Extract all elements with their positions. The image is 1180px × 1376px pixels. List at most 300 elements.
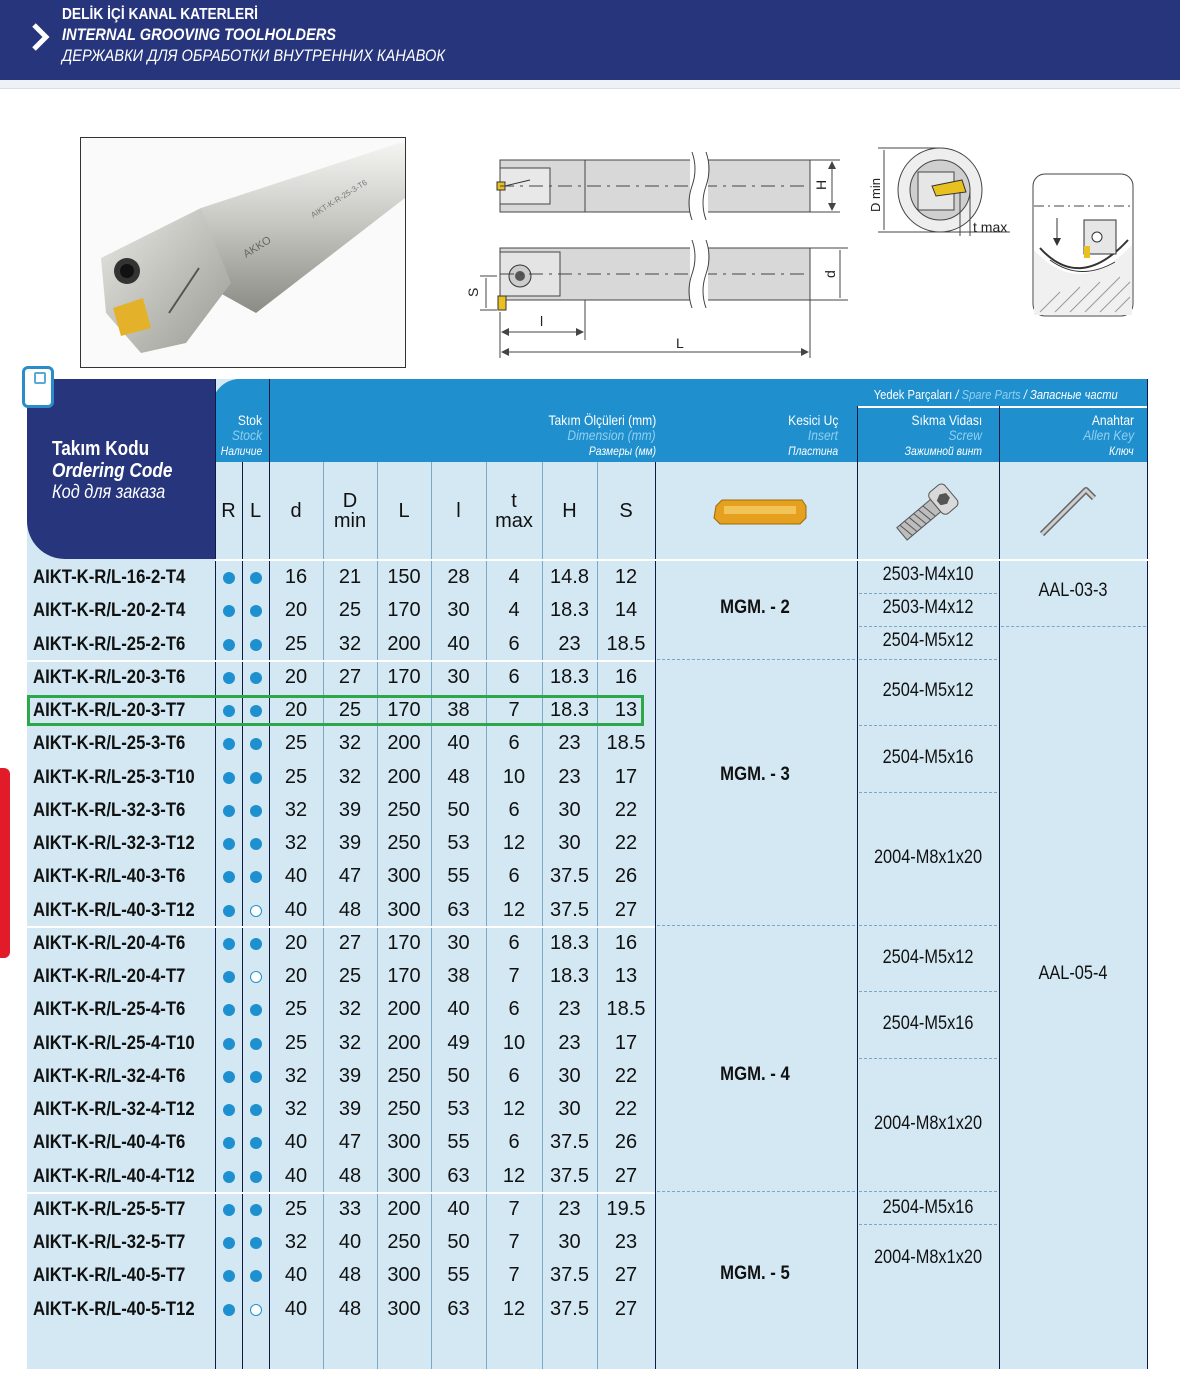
stock-r-dot [223,572,235,584]
cell-l: 38 [447,699,470,722]
ordering-code: AIKT-K-R/L-40-5-T12 [33,1298,195,1320]
cell-s: 18.5 [606,632,646,655]
technical-drawing [460,140,1160,370]
cell-l: 30 [447,599,470,622]
cell-d: 25 [284,998,308,1021]
insert-mgm-3: MGM. - 3 [720,764,790,785]
allen-key-icon [1036,476,1102,542]
cell-lv: 250 [387,1231,421,1254]
stock-r-dot [223,905,235,917]
cell-l: 53 [447,832,470,855]
cell-d: 20 [284,931,308,954]
cell-t: 6 [508,665,520,688]
ordering-code: AIKT-K-R/L-40-5-T7 [33,1265,186,1287]
key-label-ru: Ключ [1109,444,1134,458]
cell-d: 27 [338,931,362,954]
title-ru: ДЕРЖАВКИ ДЛЯ ОБРАБОТКИ ВНУТРЕННИХ КАНАВОК [62,46,446,65]
cell-lv: 250 [387,1064,421,1087]
table-row [27,1226,655,1259]
table-row [27,1293,655,1326]
cell-d: 48 [338,1164,362,1187]
key-item: AAL-05-4 [1038,963,1108,984]
stock-l-dot [250,1004,262,1016]
code-title-ru: Код для заказа [52,482,166,503]
cell-t: 6 [508,798,520,821]
cell-t: 12 [502,1098,526,1121]
stock-r-dot [223,1004,235,1016]
stock-l-dot [250,1171,262,1183]
cell-t: 7 [508,1197,520,1220]
cell-s: 13 [614,965,638,988]
stock-l-dot [250,871,262,883]
cell-l: 28 [447,566,470,588]
table-row [27,1193,655,1226]
table-row [27,794,655,827]
cell-h: 30 [558,832,581,855]
cell-d: 32 [284,1098,308,1121]
cell-h: 18.3 [550,599,589,622]
ordering-code: AIKT-K-R/L-40-4-T6 [33,1132,186,1154]
ordering-code: AIKT-K-R/L-25-4-T6 [33,999,186,1021]
cell-d: 20 [284,599,308,622]
cell-h: 37.5 [550,1131,589,1154]
cell-s: 22 [614,832,638,855]
cell-s: 12 [614,566,638,588]
cell-h: 23 [558,1197,581,1220]
stock-l-dot [250,1237,262,1249]
cell-l: 55 [447,1131,470,1154]
cell-l: 49 [447,1031,470,1054]
cell-d: 25 [284,1197,308,1220]
cell-lv: 170 [387,699,421,722]
key-item: AAL-03-3 [1038,580,1108,601]
cell-lv: 170 [387,665,421,688]
stock-l-dot [250,971,262,983]
cell-d: 48 [338,898,362,921]
cell-d: 32 [338,632,362,655]
table-row [27,960,655,993]
table-row [27,761,655,794]
cell-l: 40 [447,1197,470,1220]
table-row [27,594,655,627]
table-row [27,1093,655,1126]
stock-l-dot [250,738,262,750]
stock-l-dot [250,1104,262,1116]
screw-label-en: Screw [948,427,982,443]
title-tr: DELİK İÇİ KANAL KATERLERİ [62,6,258,23]
cell-d: 48 [338,1264,362,1287]
table-row [27,628,655,661]
cell-d: 39 [338,832,362,855]
table-row [27,1060,655,1093]
stock-l-dot [250,639,262,651]
stock-r-dot [223,1171,235,1183]
insert-mgm-4: MGM. - 4 [720,1064,790,1085]
insert-label-ru: Пластина [788,444,838,458]
table-row [27,561,655,594]
cell-lv: 170 [387,931,421,954]
cell-lv: 300 [387,1297,421,1320]
photo-engraving: AIKT-K-R-25-3-T6 [309,177,369,220]
colhead-r: R [221,499,236,522]
cell-h: 37.5 [550,898,589,921]
stock-r-dot [223,938,235,950]
cell-d: 25 [338,965,362,988]
cell-t: 6 [508,865,520,888]
cell-d: 32 [284,798,308,821]
stock-label-en: Stock [231,427,262,443]
ordering-code: AIKT-K-R/L-32-5-T7 [33,1232,186,1254]
cell-d: 40 [284,898,308,921]
cell-h: 37.5 [550,1297,589,1320]
insert-label-tr: Kesici Uç [787,412,838,428]
insert-label-en: Insert [807,427,838,443]
stock-r-dot [223,605,235,617]
cell-t: 7 [508,699,520,722]
cell-d: 39 [338,1064,362,1087]
cell-t: 6 [508,1131,520,1154]
cell-h: 18.3 [550,699,589,722]
stock-r-dot [223,1137,235,1149]
table-row [27,1259,655,1292]
cell-t: 12 [502,832,526,855]
screw-item: 2504-M5x12 [882,947,974,968]
insert-mgm-5: MGM. - 5 [720,1263,790,1284]
table-row [27,661,655,694]
cell-t: 12 [502,1297,526,1320]
cell-lv: 200 [387,765,421,788]
cell-h: 14.8 [550,566,589,588]
ordering-code: AIKT-K-R/L-20-3-T7 [33,700,186,722]
insert-mgm-2: MGM. - 2 [720,597,790,618]
ordering-code: AIKT-K-R/L-20-3-T6 [33,666,186,688]
colhead-d: d [290,499,302,522]
cell-l: 40 [447,732,470,755]
cell-t: 6 [508,998,520,1021]
stock-r-dot [223,672,235,684]
cell-l: 53 [447,1098,470,1121]
key-label-en: Allen Key [1083,427,1134,443]
cell-l: 63 [447,898,470,921]
cell-t: 4 [508,566,520,588]
cell-h: 23 [558,732,581,755]
code-title-tr: Takım Kodu [52,438,150,460]
cell-l: 40 [447,998,470,1021]
dim-label-d: d [822,270,838,278]
code-title-en: Ordering Code [52,460,173,482]
stock-l-dot [250,838,262,850]
stock-l-dot [250,1137,262,1149]
cell-d: 40 [338,1231,362,1254]
cell-l: 30 [447,931,470,954]
cell-d: 39 [338,1098,362,1121]
stock-l-dot [250,1270,262,1282]
cell-d: 20 [284,665,308,688]
cell-lv: 200 [387,1197,421,1220]
stock-r-dot [223,1204,235,1216]
stock-l-dot [250,1204,262,1216]
cell-t: 6 [508,931,520,954]
header-divider [0,80,1180,89]
cell-h: 18.3 [550,965,589,988]
cell-s: 16 [614,665,638,688]
cell-lv: 170 [387,965,421,988]
stock-l-dot [250,1038,262,1050]
stock-l-dot [250,672,262,684]
table-row [27,1027,655,1060]
dim-label-ru: Размеры (мм) [588,444,656,458]
cell-d: 40 [284,1297,308,1320]
table-row [27,727,655,760]
table-row [27,993,655,1026]
cell-d: 25 [338,599,362,622]
cell-d: 32 [284,1231,308,1254]
stock-label-tr: Stok [237,412,262,428]
cell-h: 37.5 [550,865,589,888]
cell-h: 30 [558,798,581,821]
table-row [27,860,655,893]
cell-s: 18.5 [606,998,646,1021]
cell-s: 14 [614,599,638,622]
cell-lv: 300 [387,898,421,921]
ordering-code: AIKT-K-R/L-25-3-T10 [33,766,195,788]
cell-lv: 200 [387,998,421,1021]
chevron-right-icon [30,22,52,52]
cell-l: 63 [447,1164,470,1187]
cell-l: 50 [447,1231,470,1254]
ordering-code: AIKT-K-R/L-20-4-T7 [33,966,186,988]
cell-d: 25 [338,699,362,722]
cell-d: 25 [284,732,308,755]
cell-s: 22 [614,798,638,821]
cell-lv: 150 [387,566,421,588]
cell-t: 6 [508,1064,520,1087]
spare-parts-label: Yedek Parçaları / Spare Parts / Запасные части [873,387,1118,402]
cell-l: 48 [447,765,470,788]
cell-d: 21 [338,566,362,588]
cell-h: 30 [558,1231,581,1254]
cell-d: 40 [284,1264,308,1287]
stock-r-dot [223,1104,235,1116]
ordering-code: AIKT-K-R/L-20-4-T6 [33,932,186,954]
cell-h: 18.3 [550,931,589,954]
cell-s: 27 [614,1164,638,1187]
cell-d: 25 [284,1031,308,1054]
stock-l-dot [250,572,262,584]
stock-r-dot [223,738,235,750]
cell-d: 16 [284,566,308,588]
screw-item: 2504-M5x16 [882,747,974,768]
stock-l-dot [250,605,262,617]
ordering-code: AIKT-K-R/L-25-2-T6 [33,633,186,655]
cell-lv: 300 [387,1164,421,1187]
cell-h: 30 [558,1064,581,1087]
screw-item: 2503-M4x12 [882,597,974,618]
colhead-l-small: l [456,499,461,522]
stock-r-dot [223,805,235,817]
screw-label-tr: Sıkma Vidası [911,412,982,428]
cell-d: 39 [338,798,362,821]
cell-d: 32 [338,998,362,1021]
screw-item: 2504-M5x12 [882,680,974,701]
cell-d: 20 [284,965,308,988]
cell-l: 30 [447,665,470,688]
cell-lv: 250 [387,798,421,821]
spare-divider [858,406,1148,408]
ordering-code: AIKT-K-R/L-40-4-T12 [33,1165,195,1187]
cell-lv: 300 [387,865,421,888]
cell-t: 7 [508,965,520,988]
cell-t: 6 [508,732,520,755]
cell-t: 4 [508,599,520,622]
ordering-code: AIKT-K-R/L-20-2-T4 [33,600,186,622]
ordering-code: AIKT-K-R/L-16-2-T4 [33,567,186,588]
ordering-code: AIKT-K-R/L-25-5-T7 [33,1198,186,1220]
cell-lv: 300 [387,1131,421,1154]
stock-label-ru: Наличие [220,444,262,458]
ordering-code: AIKT-K-R/L-40-3-T6 [33,866,186,888]
cell-d: 32 [284,832,308,855]
screw-item: 2004-M8x1x20 [873,847,983,868]
cell-d: 20 [284,699,308,722]
cell-d: 47 [338,1131,362,1154]
dim-label-s: S [465,287,481,297]
colhead-dmin: D min [333,489,367,532]
ordering-code: AIKT-K-R/L-40-3-T12 [33,899,195,921]
cell-lv: 250 [387,1098,421,1121]
photo-brand: AKKO [241,234,274,261]
dim-label-dmin: D min [868,178,883,212]
cell-l: 55 [447,865,470,888]
stock-r-dot [223,971,235,983]
stock-r-dot [223,1237,235,1249]
screw-item: 2504-M5x16 [882,1197,974,1218]
cell-t: 12 [502,1164,526,1187]
cell-s: 26 [614,865,638,888]
cell-h: 18.3 [550,665,589,688]
ordering-code: AIKT-K-R/L-25-3-T6 [33,733,186,755]
cell-l: 50 [447,798,470,821]
cell-d: 25 [284,765,308,788]
cell-l: 50 [447,1064,470,1087]
stock-l-dot [250,805,262,817]
cell-s: 27 [614,1264,638,1287]
cell-lv: 200 [387,632,421,655]
dim-label-tmax: t max [973,219,1008,235]
cell-t: 12 [502,898,526,921]
cell-s: 17 [614,1031,638,1054]
stock-l-dot [250,938,262,950]
screw-item: 2004-M8x1x20 [873,1113,983,1134]
dim-label-l-small: l [540,313,544,329]
insert-icon [712,498,808,528]
side-tab-marker [0,768,10,958]
stock-r-dot [223,639,235,651]
cell-t: 7 [508,1231,520,1254]
cell-s: 19.5 [606,1197,646,1220]
stock-l-dot [250,772,262,784]
cell-lv: 300 [387,1264,421,1287]
stock-l-dot [250,905,262,917]
colhead-s: S [619,499,633,522]
table-row [27,1126,655,1159]
checkbox-icon [22,366,54,408]
stock-l-dot [250,1304,262,1316]
colhead-l-total: L [398,499,410,522]
cell-s: 23 [614,1231,638,1254]
cell-h: 37.5 [550,1164,589,1187]
cell-d: 40 [284,1164,308,1187]
stock-r-dot [223,1304,235,1316]
screw-item: 2504-M5x12 [882,630,974,651]
screw-item: 2504-M5x16 [882,1013,974,1034]
table-row [27,1160,655,1193]
cell-s: 22 [614,1098,638,1121]
cell-s: 17 [614,765,638,788]
cell-s: 27 [614,898,638,921]
cell-l: 38 [447,965,470,988]
dim-label-tr: Takım Ölçüleri (mm) [548,412,656,428]
cell-s: 26 [614,1131,638,1154]
cell-d: 25 [284,632,308,655]
cell-t: 6 [508,632,520,655]
ordering-code: AIKT-K-R/L-32-3-T12 [33,833,195,855]
cell-d: 32 [338,765,362,788]
cell-d: 33 [338,1197,362,1220]
cell-d: 40 [284,865,308,888]
dim-label-h: H [813,179,829,190]
screw-item: 2004-M8x1x20 [873,1247,983,1268]
colhead-l-stock: L [249,499,262,522]
screw-icon [888,476,968,548]
page-header [0,0,1180,80]
stock-r-dot [223,1270,235,1282]
cell-lv: 200 [387,1031,421,1054]
product-photo [80,137,406,368]
cell-s: 16 [614,931,638,954]
key-label-tr: Anahtar [1091,412,1134,428]
stock-r-dot [223,772,235,784]
table-row [27,894,655,927]
cell-h: 23 [558,1031,581,1054]
cell-h: 23 [558,998,581,1021]
cell-s: 22 [614,1064,638,1087]
screw-item: 2503-M4x10 [882,564,974,585]
cell-t: 10 [502,765,526,788]
screw-label-ru: Зажимной винт [904,444,982,458]
cell-h: 37.5 [550,1264,589,1287]
cell-h: 23 [558,765,581,788]
ordering-code: AIKT-K-R/L-25-4-T10 [33,1032,195,1054]
cell-lv: 200 [387,732,421,755]
colhead-h: H [562,499,577,522]
cell-s: 13 [614,699,638,722]
table-row [27,827,655,860]
cell-t: 10 [502,1031,526,1054]
cell-l: 40 [447,632,470,655]
cell-d: 40 [284,1131,308,1154]
cell-d: 32 [338,732,362,755]
cell-lv: 170 [387,599,421,622]
table-row [27,927,655,960]
cell-s: 18.5 [606,732,646,755]
cell-d: 27 [338,665,362,688]
colhead-tmax: t max [495,489,533,532]
cell-h: 30 [558,1098,581,1121]
stock-l-dot [250,1071,262,1083]
cell-h: 23 [558,632,581,655]
cell-d: 32 [338,1031,362,1054]
